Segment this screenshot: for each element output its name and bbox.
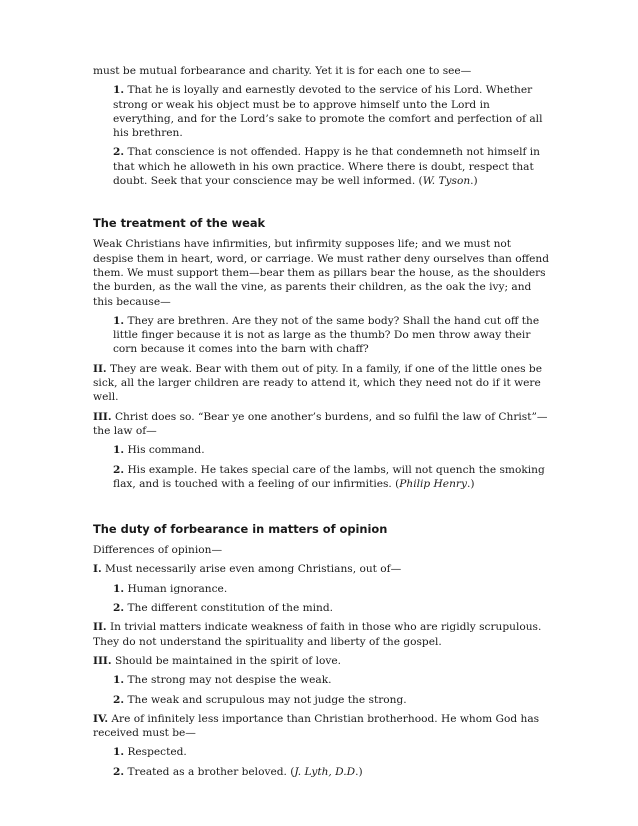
item-number: 2. [113, 693, 125, 706]
item-text: That he is loyally and earnestly devoted to the service of his Lord. Whether strong or weak his object must be to approve himself unto the Lord in everything, and for the Lord’s sake to promote the comfort and perfection of all his brethren. [113, 84, 543, 140]
intro-item-2 [93, 145, 551, 188]
item-number: 1. [113, 444, 125, 457]
section-heading-forbearance: The duty of forbearance in matters of opinion [93, 522, 388, 537]
item-number: 2. [113, 146, 125, 159]
section-heading-weak: The treatment of the weak [93, 216, 266, 231]
section2-p3-item-1 [93, 673, 551, 687]
item-number: 2. [113, 602, 125, 615]
point-text: Should be maintained in the spirit of love. [114, 654, 341, 667]
point-text: Must necessarily arise even among Christians, out of— [105, 563, 402, 576]
item-number: 1. [113, 582, 125, 595]
section2-p4-item-2 [93, 765, 551, 779]
section2-point-1 [93, 562, 551, 576]
section2-p1-item-2 [93, 601, 551, 615]
roman-number: II. [93, 362, 107, 375]
section1-point-3 [93, 410, 551, 439]
item-number: 2. [113, 463, 125, 476]
roman-number: III. [93, 654, 112, 667]
intro-item-1 [93, 83, 551, 140]
item-text: The weak and scrupulous may not judge the strong. [127, 693, 407, 706]
citation-close: .) [355, 765, 363, 778]
section1-sub-1 [93, 443, 551, 457]
document-page [93, 64, 551, 784]
section2-p1-item-1 [93, 582, 551, 596]
section2-point-4 [93, 712, 551, 741]
item-text: His command. [127, 444, 205, 457]
section2-point-2 [93, 620, 551, 649]
author-citation: Philip Henry [399, 477, 467, 490]
section1-sub-2 [93, 463, 551, 492]
roman-number: III. [93, 410, 112, 423]
item-text: The different constitution of the mind. [127, 602, 334, 615]
section2-point-3 [93, 654, 551, 668]
section1-point-2 [93, 362, 551, 405]
point-text: In trivial matters indicate weakness of faith in those who are rigidly scrupulous. They do not understand the spirituality and liberty of the gospel. [93, 621, 542, 648]
item-text: Human ignorance. [127, 582, 228, 595]
section1-body: Weak Christians have infirmities, but infirmity supposes life; and we must not despise them in heart, word, or carriage. We must rather deny ourselves than offend them. We must support them—bear them as pillars bear the house, as the shoulders the burden, as the wall the vine, as parents their children, as the oak the ivy; and this because— [93, 238, 549, 308]
point-text: Are of infinitely less importance than Christian brotherhood. He whom God has received must be— [93, 712, 540, 740]
section-spacer [93, 193, 551, 216]
section2-lead: Differences of opinion— [93, 544, 223, 557]
section-spacer [93, 496, 551, 522]
section2-p4-item-1 [93, 745, 551, 759]
section2-p3-item-2 [93, 693, 551, 707]
item-number: 1. [113, 746, 125, 759]
item-text: That conscience is not offended. Happy is he that condemneth not himself in that which he alloweth in his own practice. Where there is doubt, respect that doubt. Seek that your conscience may be well informed. ( [113, 146, 540, 188]
author-citation: W. Tyson [422, 175, 471, 188]
citation-close: .) [466, 477, 475, 490]
item-number: 2. [113, 765, 125, 778]
roman-number: I. [93, 563, 102, 576]
item-number: 1. [113, 84, 125, 97]
item-text: They are brethren. Are they not of the same body? Shall the hand cut off the little finger because it is not as large as the thumb? Do men throw away their corn because it comes into the barn with chaff? [113, 314, 540, 356]
item-number: 1. [113, 314, 125, 327]
item-text: His example. He takes special care of the lambs, will not quench the smoking flax, and is touched with a feeling of our infirmities. ( [113, 463, 545, 490]
item-text: Respected. [127, 746, 187, 759]
author-citation: J. Lyth, D.D [294, 765, 356, 778]
point-text: Christ does so. “Bear ye one another’s burdens, and so fulfil the law of Christ”—the law of— [93, 410, 548, 437]
item-text: Treated as a brother beloved. ( [127, 765, 295, 778]
item-number: 1. [113, 674, 125, 687]
citation-close: .) [470, 175, 478, 188]
item-text: The strong may not despise the weak. [127, 674, 332, 687]
roman-number: II. [93, 621, 107, 634]
intro-lead: must be mutual forbearance and charity. Yet it is for each one to see— [93, 65, 472, 77]
point-text: They are weak. Bear with them out of pity. In a family, if one of the little ones be sick, all the larger children are ready to attend it, which they need not do if it were well. [93, 362, 542, 404]
roman-number: IV. [93, 712, 109, 725]
section1-item-1 [93, 314, 551, 357]
